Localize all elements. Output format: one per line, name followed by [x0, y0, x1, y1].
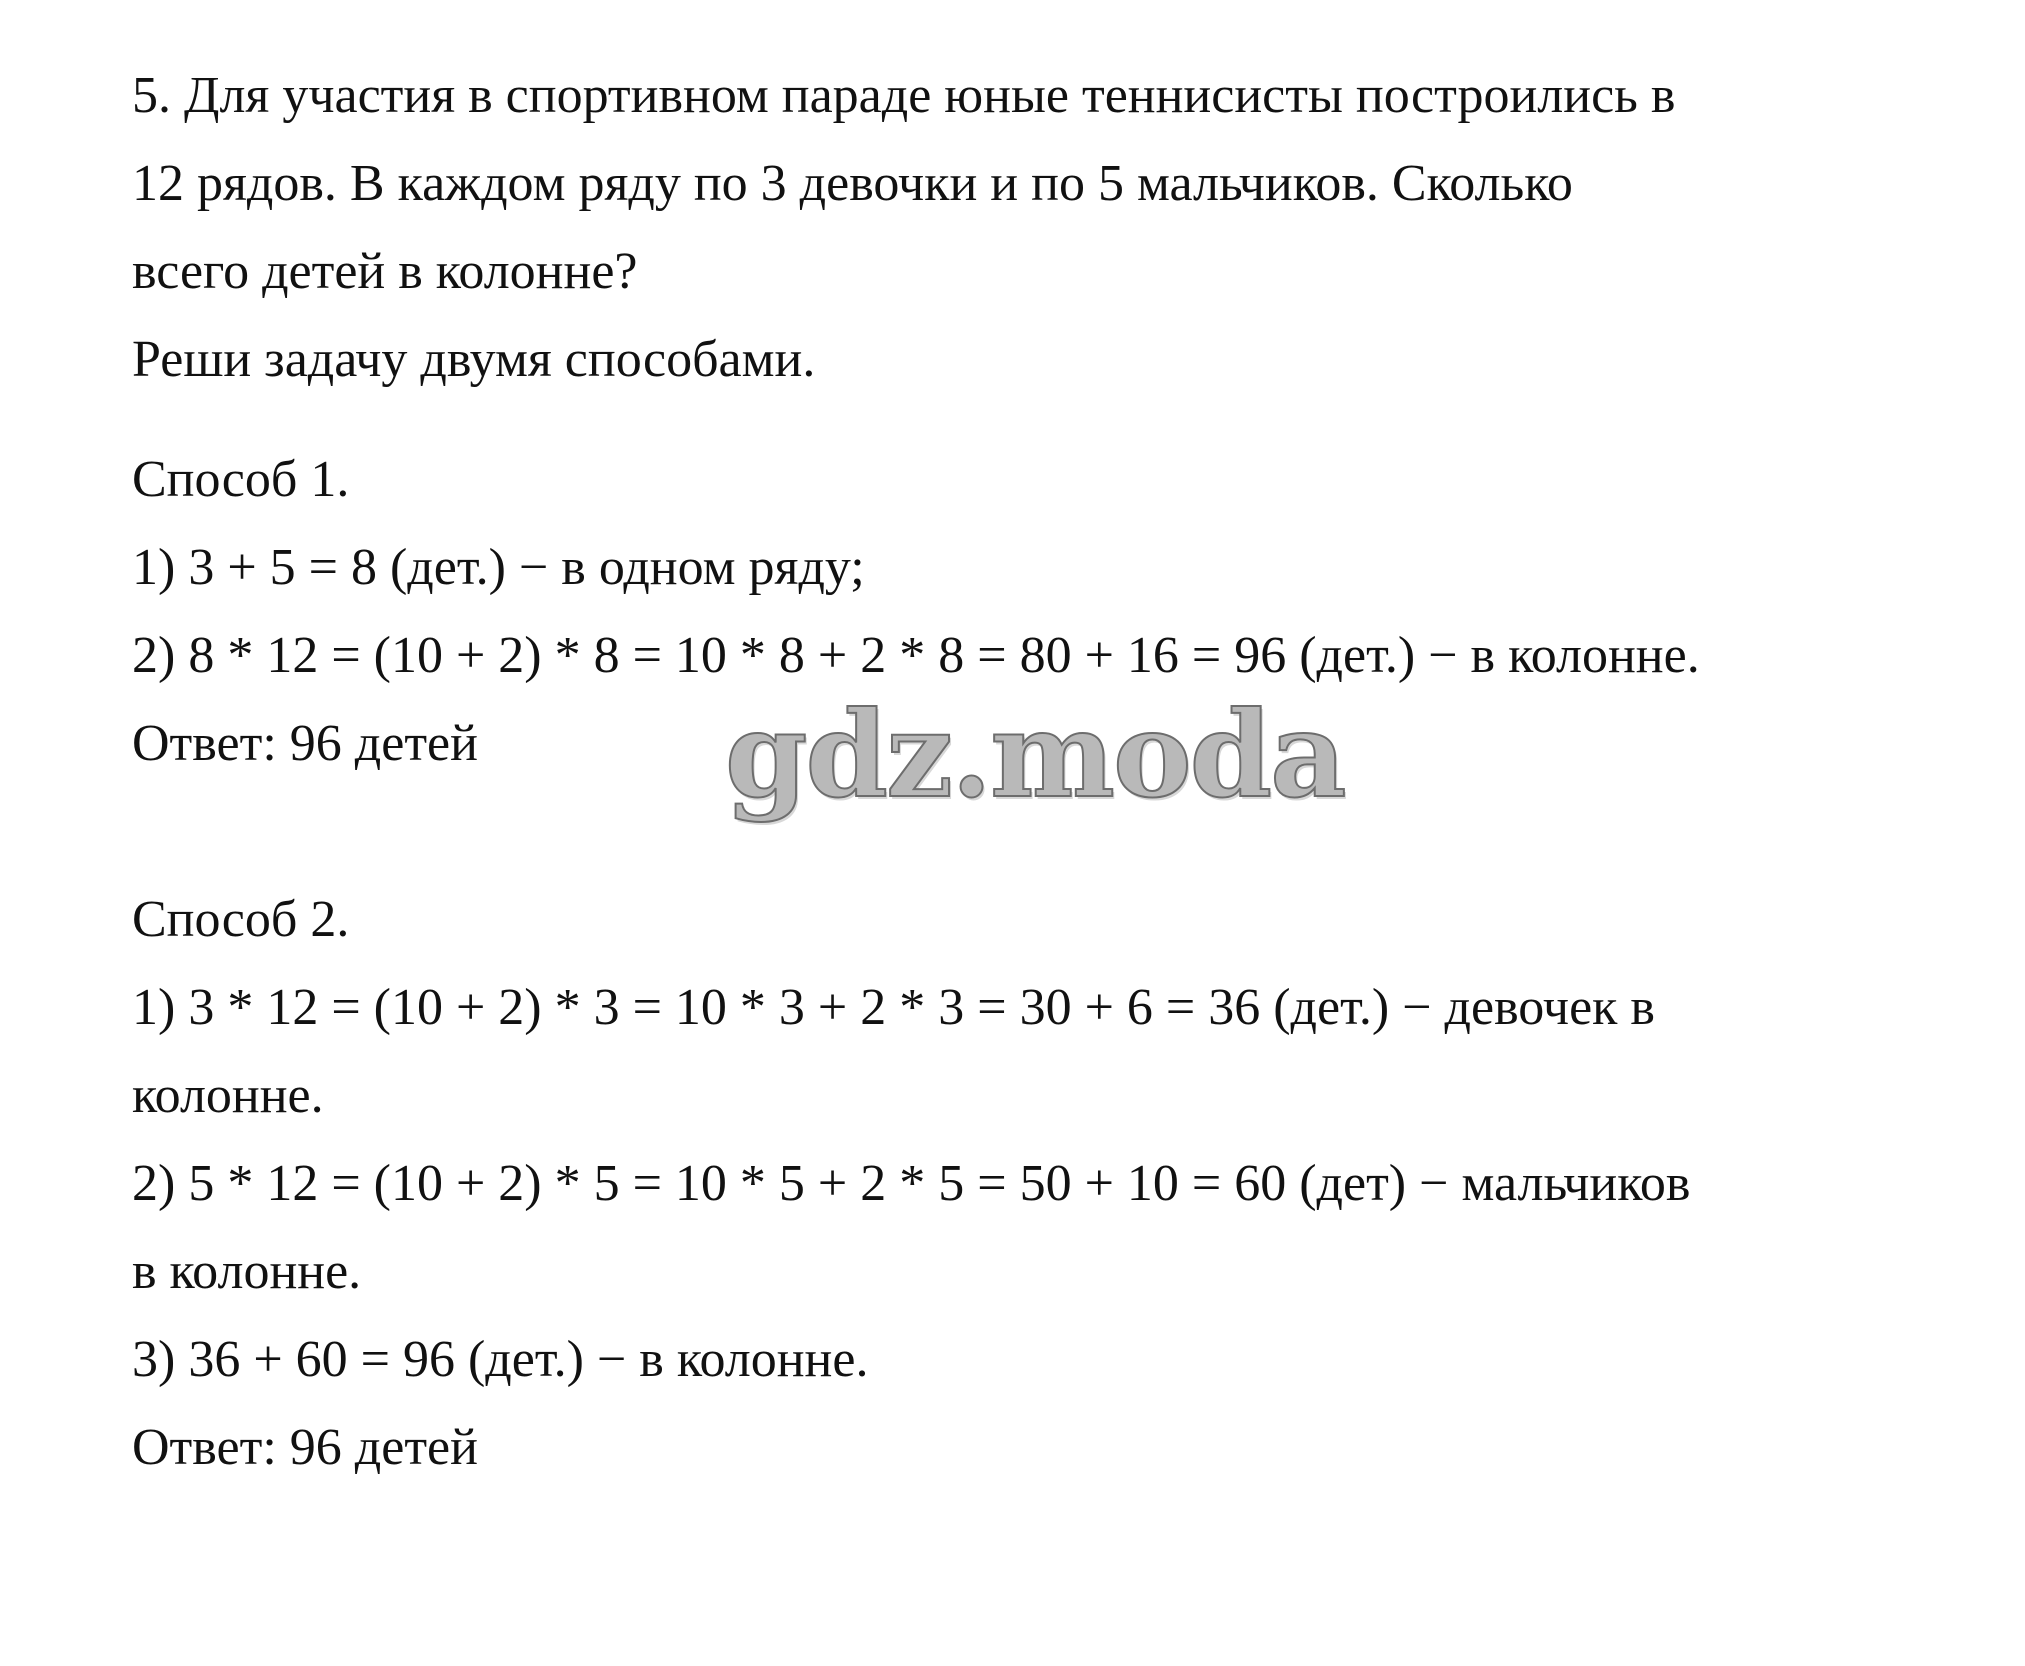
- method2-answer: Ответ: 96 детей: [132, 1419, 478, 1476]
- problem-line-1: 5. Для участия в спортивном параде юные теннисисты построились в: [132, 67, 1676, 124]
- method2-step-2-cont: в колонне.: [132, 1243, 362, 1300]
- problem-line-3: всего детей в колонне?: [132, 243, 638, 300]
- method1-answer: Ответ: 96 детей: [132, 715, 478, 772]
- problem-line-2: 12 рядов. В каждом ряду по 3 девочки и по 5 мальчиков. Сколько: [132, 155, 1573, 212]
- method1-step-1: 1) 3 + 5 = 8 (дет.) − в одном ряду;: [132, 539, 865, 596]
- method2-title: Способ 2.: [132, 891, 350, 948]
- method2-step-3: 3) 36 + 60 = 96 (дет.) − в колонне.: [132, 1331, 869, 1388]
- watermark-logo: gdz.moda: [725, 685, 1345, 824]
- method1-step-2: 2) 8 * 12 = (10 + 2) * 8 = 10 * 8 + 2 * 8 = 80 + 16 = 96 (дет.) − в колонне.: [132, 627, 1700, 684]
- method2-step-1: 1) 3 * 12 = (10 + 2) * 3 = 10 * 3 + 2 * 3 = 30 + 6 = 36 (дет.) − девочек в: [132, 979, 1655, 1036]
- method2-step-1-cont: колонне.: [132, 1067, 324, 1124]
- method1-title: Способ 1.: [132, 451, 350, 508]
- problem-instruction: Реши задачу двумя способами.: [132, 331, 816, 388]
- method2-step-2: 2) 5 * 12 = (10 + 2) * 5 = 10 * 5 + 2 * 5 = 50 + 10 = 60 (дет) − мальчиков: [132, 1155, 1691, 1212]
